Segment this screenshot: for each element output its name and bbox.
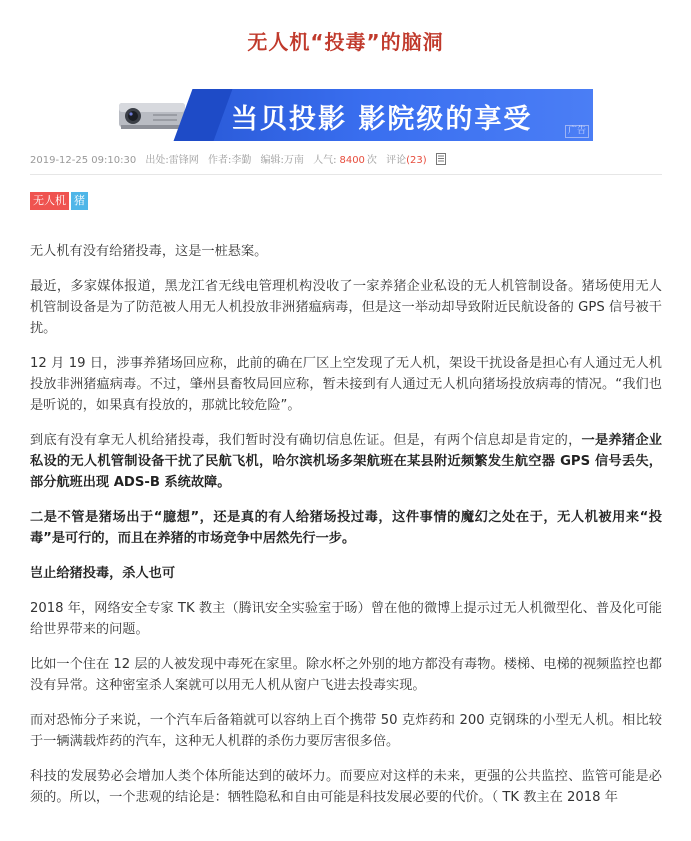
header-divider xyxy=(30,174,662,175)
tag-drone[interactable]: 无人机 xyxy=(30,192,69,210)
paragraph-4 xyxy=(30,430,662,493)
ad-text: 当贝投影 影院级的享受 xyxy=(231,104,533,135)
paragraph-8: 而对恐怖分子来说，一个汽车后备箱就可以容纳上百个携带 50 克炸药和 200 克钢珠的小型无人机。相比较于一辆满载炸药的汽车，这种无人机群的杀伤力要厉害很多倍。 xyxy=(30,713,662,749)
editor-name: 万南 xyxy=(283,155,304,166)
ad-label: 广告 xyxy=(565,125,589,138)
ad-banner[interactable] xyxy=(113,89,593,141)
article-body xyxy=(30,241,662,822)
comments-label: 评论 xyxy=(386,155,407,166)
source-link[interactable]: 雷锋网 xyxy=(168,155,199,166)
popularity-unit: 次 xyxy=(366,155,377,166)
author-label: 作者: xyxy=(207,155,232,166)
paragraph-1: 无人机有没有给猪投毒，这是一桩悬案。 xyxy=(30,244,268,259)
article-title: 无人机“投毒”的脑洞 xyxy=(247,30,444,54)
paragraph-3: 12 月 19 日，涉事养猪场回应称，此前的确在厂区上空发现了无人机，架设干扰设备是担心有人通过无人机投放非洲猪瘟病毒。不过，肇州县畜牧局回应称，暂未接到有人通过无人机向猪场投放病毒的情况。“我们也是听说的，如果真有投放的，那就比较危险”。 xyxy=(30,356,662,413)
tag-pig[interactable]: 猪 xyxy=(71,192,88,210)
comments-count[interactable]: (23) xyxy=(406,155,427,166)
paragraph-4-bold: 一是养猪企业私设的无人机管制设备干扰了民航飞机，哈尔滨机场多架航班在某县附近频繁发生航空器 GPS 信号丢失，部分航班出现 ADS-B 系统故障。 xyxy=(30,433,662,490)
document-icon[interactable] xyxy=(436,153,446,165)
paragraph-9: 科技的发展势必会增加人类个体所能达到的破坏力。而要应对这样的未来，更强的公共监控、监管可能是必须的。所以，一个悲观的结论是：牺牲隐私和自由可能是科技发展必要的代价。（ TK 教主在 2018 年 xyxy=(30,769,662,805)
section-heading: 岂止给猪投毒，杀人也可 xyxy=(30,566,176,581)
popularity-label: 人气: xyxy=(313,155,337,166)
author-name: 李勤 xyxy=(231,155,252,166)
ad-banner-image xyxy=(193,89,593,141)
tag-list xyxy=(30,189,90,210)
source-label: 出处: xyxy=(145,155,169,166)
paragraph-6: 2018 年，网络安全专家 TK 教主（腾讯安全实验室于旸）曾在他的微博上提示过无人机微型化、普及化可能给世界带来的问题。 xyxy=(30,601,662,637)
paragraph-4-intro: 到底有没有拿无人机给猪投毒，我们暂时没有确切信息佐证。但是，有两个信息却是肯定的， xyxy=(30,433,582,448)
publish-datetime: 2019-12-25 09:10:30 xyxy=(30,155,137,166)
editor-label: 编辑: xyxy=(260,155,284,166)
paragraph-2: 最近，多家媒体报道，黑龙江省无线电管理机构没收了一家养猪企业私设的无人机管制设备。猪场使用无人机管制设备是为了防范被人用无人机投放非洲猪瘟病毒，但是这一举动却导致附近民航设备的 GPS 信号被干扰。 xyxy=(30,279,662,336)
paragraph-5-bold: 二是不管是猪场出于“臆想”，还是真的有人给猪场投过毒，这件事情的魔幻之处在于，无人机被用来“投毒”是可行的，而且在养猪的市场竞争中居然先行一步。 xyxy=(30,510,662,546)
paragraph-7: 比如一个住在 12 层的人被发现中毒死在家里。除水杯之外别的地方都没有毒物。楼梯、电梯的视频监控也都没有异常。这种密室杀人案就可以用无人机从窗户飞进去投毒实现。 xyxy=(30,657,662,693)
article-meta xyxy=(30,151,670,166)
paragraph-5 xyxy=(30,507,662,549)
popularity-count: 8400 xyxy=(339,155,365,166)
